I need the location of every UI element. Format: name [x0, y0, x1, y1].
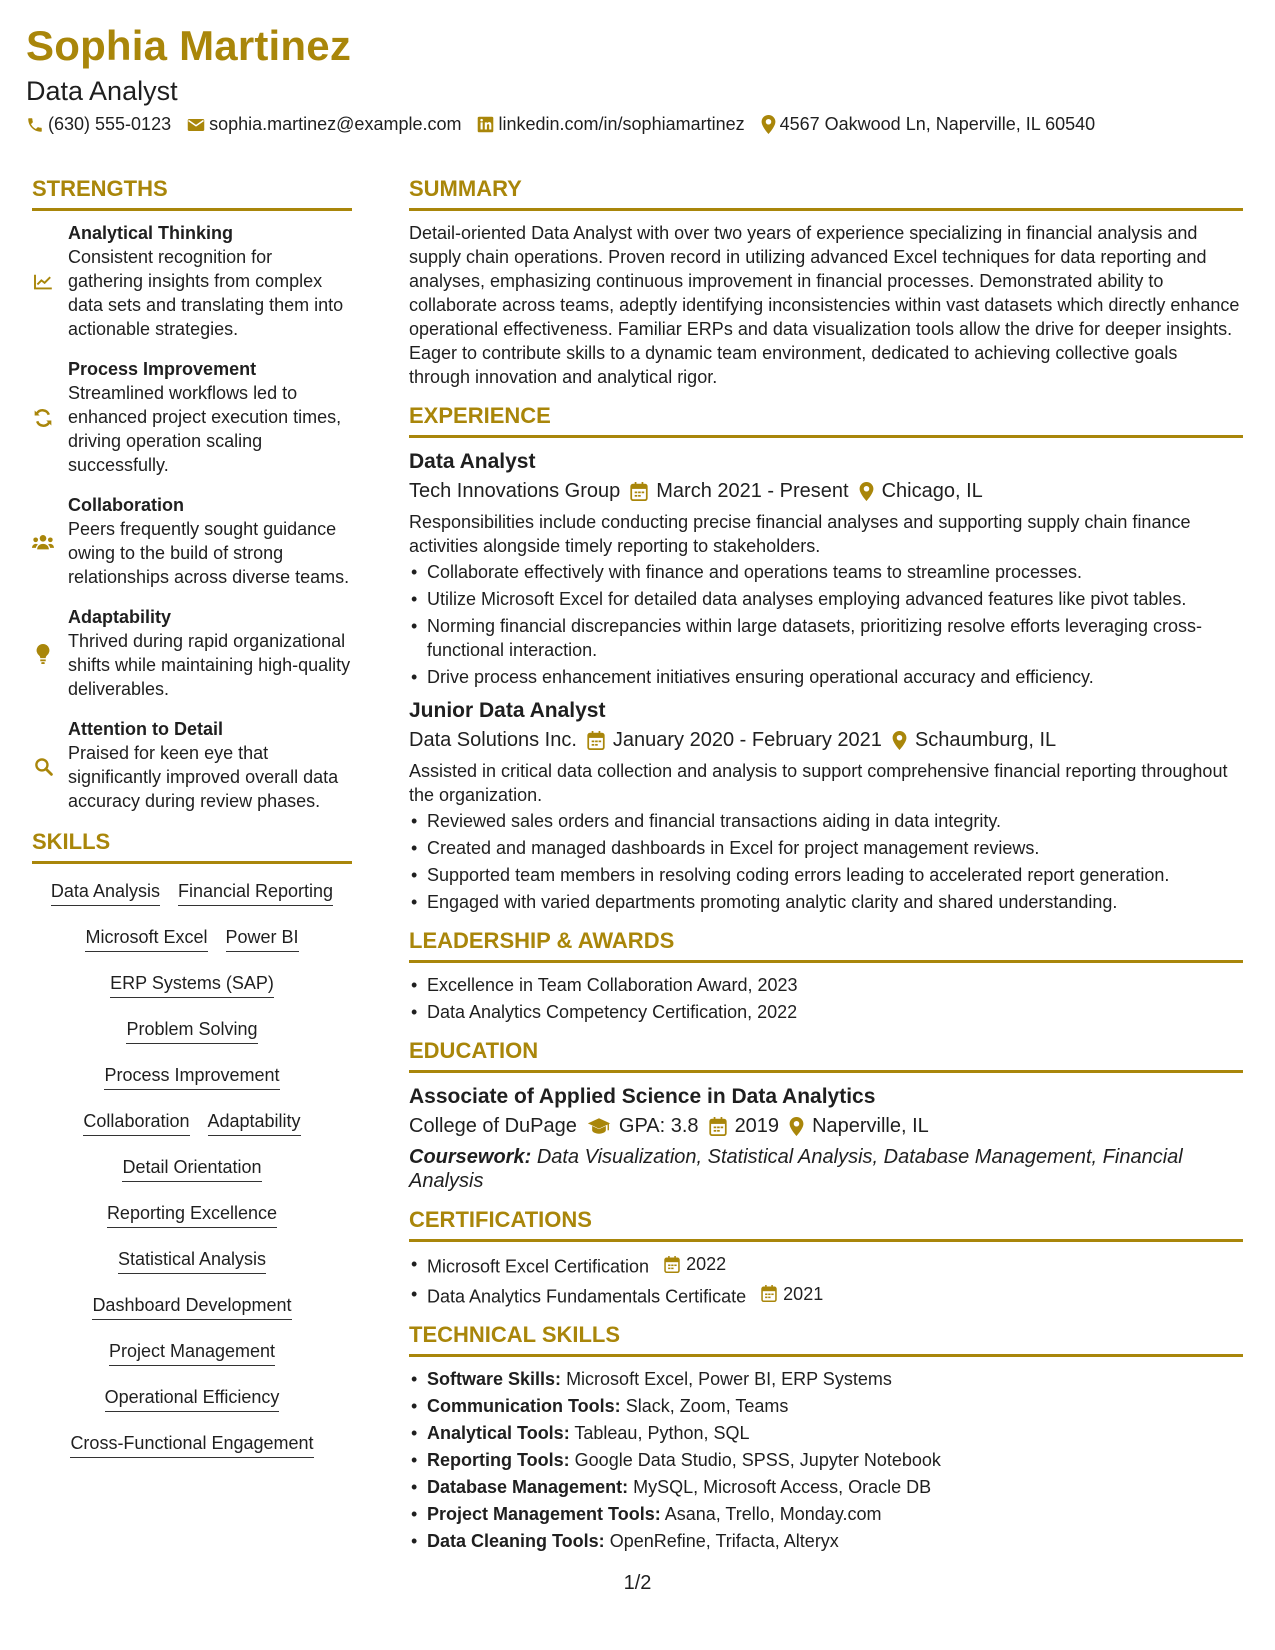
- job-dates-text: March 2021 - Present: [656, 480, 849, 502]
- education-meta: [409, 1111, 1243, 1141]
- summary-heading: SUMMARY: [409, 176, 1243, 211]
- strength-item: [32, 221, 352, 341]
- candidate-role: Data Analyst: [26, 76, 178, 106]
- cert-date: [761, 1282, 823, 1306]
- summary-text: Detail-oriented Data Analyst with over two years of experience specializing in financial analysis and supply chain operations. Proven record in utilizing advanced Excel techniques for data reporting and analyses, emphasizing continuous improvement in financial processes. Demonstrated ability to collaborate across teams, adeptly identifying inconsistencies within vast datasets which directly enhance operational effectiveness. Familiar ERPs and data visualization tools allow the drive for deeper insights. Eager to contribute skills to a dynamic team environment, dedicated to achieving collective goals through innovation and analytical rigor.: [409, 223, 1240, 387]
- job-dates: [587, 725, 882, 755]
- location-text: Naperville, IL: [812, 1115, 929, 1137]
- summary-section: [409, 176, 1243, 389]
- list-item: • Engaged with varied departments promoting analytic clarity and shared understanding.: [409, 890, 1243, 914]
- tech-value: MySQL, Microsoft Access, Oracle DB: [633, 1477, 932, 1497]
- skill-tag: Dashboard Development: [92, 1294, 291, 1320]
- skill-tag: Problem Solving: [126, 1018, 257, 1044]
- envelope-icon: [187, 117, 205, 133]
- phone-text: (630) 555-0123: [48, 114, 172, 134]
- technical-skills-section: [409, 1322, 1243, 1553]
- list-item: [409, 1394, 1243, 1418]
- left-column: [32, 176, 352, 1458]
- tech-value: Google Data Studio, SPSS, Jupyter Notebook: [574, 1450, 941, 1470]
- technical-skills-heading: TECHNICAL SKILLS: [409, 1322, 1243, 1357]
- skill-tag: Financial Reporting: [178, 880, 333, 906]
- strength-desc: Thrived during rapid organizational shifts while maintaining high-quality deliverables.: [68, 631, 351, 699]
- skill-tag: Reporting Excellence: [107, 1202, 277, 1228]
- leadership-heading: LEADERSHIP & AWARDS: [409, 928, 1243, 963]
- school-name: College of DuPage: [409, 1115, 577, 1137]
- skills-list: [32, 874, 352, 1458]
- list-item: • Utilize Microsoft Excel for detailed data analyses employing advanced features like pivot tables.: [409, 587, 1243, 611]
- search-icon: [32, 717, 54, 813]
- job-company: Tech Innovations Group: [409, 480, 621, 502]
- strength-item: [32, 605, 352, 701]
- page-number: 1/2: [623, 1572, 652, 1594]
- certifications-list: [409, 1252, 1243, 1308]
- skills-heading: SKILLS: [32, 829, 352, 864]
- list-item: • Drive process enhancement initiatives ensuring operational accuracy and efficiency.: [409, 665, 1243, 689]
- certifications-section: [409, 1207, 1243, 1308]
- year-text: 2019: [734, 1115, 780, 1137]
- strength-title: Analytical Thinking: [68, 223, 234, 243]
- list-item: • Created and managed dashboards in Excel for project management reviews.: [409, 836, 1243, 860]
- contact-email[interactable]: [187, 114, 461, 135]
- cert-name: Data Analytics Fundamentals Certificate: [427, 1286, 747, 1306]
- skill-tag: Data Analysis: [51, 880, 160, 906]
- job-entry: [409, 697, 1243, 914]
- job-location-text: Schaumburg, IL: [914, 729, 1057, 751]
- map-marker-icon: [761, 115, 776, 134]
- cert-year: 2021: [783, 1283, 824, 1304]
- certifications-heading: CERTIFICATIONS: [409, 1207, 1243, 1242]
- strength-item: [32, 357, 352, 477]
- strength-title: Adaptability: [68, 607, 172, 627]
- technical-skills-list: [409, 1367, 1243, 1553]
- job-location: [859, 476, 983, 506]
- tech-label: Software Skills:: [427, 1369, 562, 1389]
- job-meta: [409, 476, 1243, 506]
- strength-title: Collaboration: [68, 495, 184, 515]
- strength-title: Attention to Detail: [68, 719, 223, 739]
- chart-line-icon: [32, 221, 54, 341]
- map-marker-icon: [789, 1117, 804, 1136]
- list-item: [409, 1448, 1243, 1472]
- strengths-heading: STRENGTHS: [32, 176, 352, 211]
- tech-value: Slack, Zoom, Teams: [625, 1396, 789, 1416]
- leadership-list: [409, 973, 1243, 1024]
- skill-tag: ERP Systems (SAP): [110, 972, 274, 998]
- skill-tag: Adaptability: [208, 1110, 301, 1136]
- skill-tag: Detail Orientation: [122, 1156, 261, 1182]
- experience-heading: EXPERIENCE: [409, 403, 1243, 438]
- list-item: • Supported team members in resolving coding errors leading to accelerated report generation.: [409, 863, 1243, 887]
- list-item: • Norming financial discrepancies within large datasets, prioritizing resolve efforts leveraging cross-functional interaction.: [409, 614, 1243, 662]
- job-bullets: [409, 560, 1243, 689]
- tech-label: Reporting Tools:: [427, 1450, 570, 1470]
- cert-date: [664, 1252, 726, 1276]
- job-entry: [409, 448, 1243, 689]
- list-item: [409, 1282, 1243, 1309]
- tech-value: Asana, Trello, Monday.com: [664, 1504, 882, 1524]
- list-item: [409, 1367, 1243, 1391]
- job-dates: [630, 476, 848, 506]
- tech-label: Communication Tools:: [427, 1396, 621, 1416]
- job-location-text: Chicago, IL: [881, 480, 983, 502]
- gpa-text: GPA: 3.8: [618, 1115, 699, 1137]
- list-item: [409, 1475, 1243, 1499]
- map-marker-icon: [892, 731, 907, 750]
- education-section: [409, 1038, 1243, 1193]
- job-bullets: [409, 809, 1243, 914]
- degree-title: Associate of Applied Science in Data Analytics: [409, 1085, 876, 1108]
- job-title: Data Analyst: [409, 450, 536, 473]
- address-text: 4567 Oakwood Ln, Naperville, IL 60540: [779, 114, 1096, 134]
- tech-value: OpenRefine, Trifacta, Alteryx: [609, 1531, 839, 1551]
- strength-desc: Peers frequently sought guidance owing to the build of strong relationships across diverse teams.: [68, 519, 350, 587]
- list-item: • Collaborate effectively with finance and operations teams to streamline processes.: [409, 560, 1243, 584]
- calendar-icon: [664, 1256, 680, 1273]
- gpa: [587, 1111, 699, 1141]
- tech-label: Project Management Tools:: [427, 1504, 661, 1524]
- tech-label: Analytical Tools:: [427, 1423, 570, 1443]
- list-item: • Data Analytics Competency Certification, 2022: [409, 1000, 1243, 1024]
- phone-icon: [26, 116, 44, 134]
- list-item: • Excellence in Team Collaboration Award, 2023: [409, 973, 1243, 997]
- job-desc: Responsibilities include conducting precise financial analyses and supporting supply chain finance activities alongside timely reporting to stakeholders.: [409, 512, 1191, 556]
- list-item: [409, 1421, 1243, 1445]
- users-icon: [32, 493, 54, 589]
- leadership-section: [409, 928, 1243, 1024]
- sync-icon: [32, 357, 54, 477]
- linkedin-icon: [477, 116, 494, 133]
- education-location: [789, 1111, 929, 1141]
- strength-desc: Consistent recognition for gathering insights from complex data sets and translating them into actionable strategies.: [68, 247, 344, 339]
- linkedin-text: linkedin.com/in/sophiamartinez: [498, 114, 745, 134]
- experience-section: [409, 403, 1243, 914]
- strength-title: Process Improvement: [68, 359, 257, 379]
- strength-item: [32, 493, 352, 589]
- list-item: • Reviewed sales orders and financial transactions aiding in data integrity.: [409, 809, 1243, 833]
- list-item: [409, 1502, 1243, 1526]
- skill-tag: Statistical Analysis: [118, 1248, 266, 1274]
- job-meta: [409, 725, 1243, 755]
- tech-value: Tableau, Python, SQL: [574, 1423, 750, 1443]
- lightbulb-icon: [32, 605, 54, 701]
- cert-name: Microsoft Excel Certification: [427, 1256, 650, 1277]
- job-location: [892, 725, 1056, 755]
- map-marker-icon: [859, 482, 874, 501]
- skill-tag: Power BI: [226, 926, 299, 952]
- skill-tag: Microsoft Excel: [85, 926, 207, 952]
- tech-label: Database Management:: [427, 1477, 629, 1497]
- tech-value: Microsoft Excel, Power BI, ERP Systems: [566, 1369, 892, 1389]
- contact-phone[interactable]: [26, 114, 171, 135]
- calendar-icon: [709, 1117, 727, 1136]
- right-column: [409, 176, 1243, 1567]
- strength-desc: Praised for keen eye that significantly improved overall data accuracy during review phases.: [68, 743, 339, 811]
- coursework-text: Data Visualization, Statistical Analysis, Database Management, Financial Analysis: [409, 1146, 1183, 1192]
- education-heading: EDUCATION: [409, 1038, 1243, 1073]
- calendar-icon: [630, 482, 648, 501]
- graduation-cap-icon: [587, 1117, 611, 1135]
- job-company: Data Solutions Inc.: [409, 729, 577, 751]
- list-item: [409, 1252, 1243, 1279]
- strength-item: [32, 717, 352, 813]
- calendar-icon: [761, 1285, 777, 1302]
- cert-year: 2022: [686, 1254, 727, 1274]
- job-title: Junior Data Analyst: [409, 699, 606, 722]
- coursework-label: Coursework:: [409, 1146, 532, 1168]
- strength-desc: Streamlined workflows led to enhanced project execution times, driving operation scaling successfully.: [68, 383, 342, 475]
- calendar-icon: [587, 731, 605, 750]
- skill-tag: Operational Efficiency: [105, 1386, 280, 1412]
- tech-label: Data Cleaning Tools:: [427, 1531, 605, 1551]
- contact-linkedin[interactable]: [477, 114, 744, 135]
- job-dates-text: January 2020 - February 2021: [612, 729, 882, 751]
- candidate-name: Sophia Martinez: [26, 22, 352, 69]
- list-item: [409, 1529, 1243, 1553]
- skill-tag: Collaboration: [83, 1110, 189, 1136]
- email-text: sophia.martinez@example.com: [209, 114, 462, 134]
- skill-tag: Cross-Functional Engagement: [70, 1432, 313, 1458]
- contact-bar: [26, 114, 1095, 135]
- job-desc: Assisted in critical data collection and analysis to support comprehensive financial reporting throughout the organization.: [409, 761, 1228, 805]
- contact-address: [761, 114, 1096, 135]
- skill-tag: Project Management: [109, 1340, 275, 1366]
- coursework: [409, 1145, 1243, 1193]
- skill-tag: Process Improvement: [104, 1064, 279, 1090]
- graduation-year: [709, 1111, 780, 1141]
